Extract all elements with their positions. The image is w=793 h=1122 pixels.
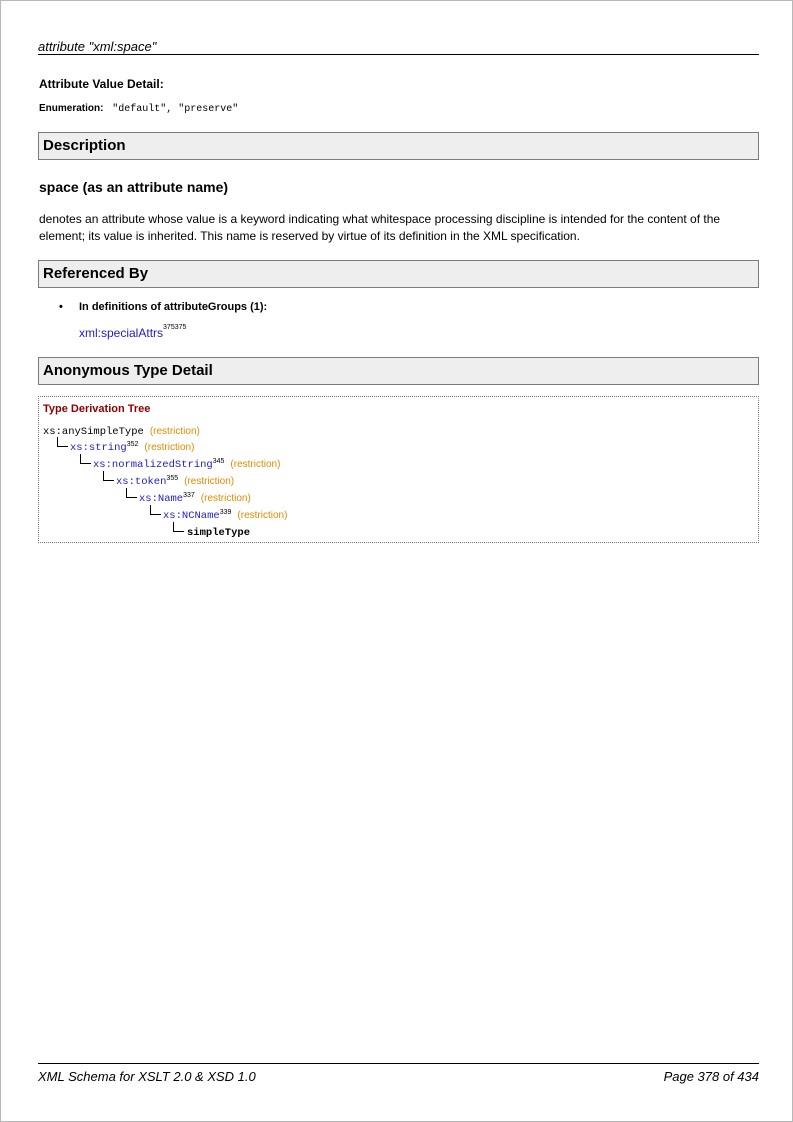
tree-node-link[interactable]: xs:string — [70, 442, 127, 454]
tree-connector-icon — [150, 505, 161, 515]
tree-connector-icon — [80, 454, 91, 464]
footer-page-number: Page 378 of 434 — [663, 1069, 759, 1084]
tree-node-derivation: (restriction) — [230, 459, 281, 470]
tree-node-derivation: (restriction) — [237, 510, 288, 521]
tree-node-name: xs:anySimpleType — [43, 426, 144, 438]
description-text: denotes an attribute whose value is a keyword indicating what whitespace processing discipline is intended for the content of the element; its value is inherited. This name is reserved by virtue of its definition in the XML specification. — [39, 212, 721, 243]
section-description: Description — [38, 132, 759, 160]
enumeration-values: "default", "preserve" — [112, 104, 239, 115]
tree-node-page-ref: 339 — [219, 509, 232, 516]
tree-node-derivation: (restriction) — [200, 493, 251, 504]
tree-node-link[interactable]: xs:Name — [139, 493, 184, 505]
tree-node-derivation: (restriction) — [144, 442, 195, 453]
tree-connector-icon — [173, 522, 184, 532]
tree-node-page-ref: 337 — [183, 492, 195, 499]
special-attrs-link-text[interactable]: xml:specialAttrs — [79, 326, 164, 340]
tree-node-leaf: simpleType — [187, 527, 251, 539]
tree-connector-icon — [57, 437, 68, 447]
section-referenced-by: Referenced By — [38, 260, 759, 288]
tree-node — [93, 456, 280, 472]
referenced-by-item — [59, 301, 267, 313]
tree-node — [70, 439, 194, 455]
type-derivation-tree-box — [38, 396, 759, 543]
enumeration-row — [39, 103, 238, 115]
referenced-by-label: In definitions of attributeGroups (1): — [79, 301, 268, 313]
tree-node — [187, 524, 250, 540]
section-anonymous-type-detail: Anonymous Type Detail — [38, 357, 759, 385]
tree-node-page-ref: 345 — [212, 458, 225, 465]
description-subtitle: space (as an attribute name) — [39, 179, 229, 195]
tree-node-link[interactable]: xs:token — [116, 476, 167, 488]
tree-node — [163, 507, 287, 523]
tree-connector-icon — [126, 488, 137, 498]
tree-node — [116, 473, 234, 489]
tree-node-derivation: (restriction) — [184, 476, 235, 487]
tree-node-link[interactable]: xs:NCName — [163, 510, 220, 522]
tree-connector-icon — [103, 471, 114, 481]
tree-node-link[interactable]: xs:normalizedString — [93, 459, 213, 471]
special-attrs-page-ref: 375375 — [163, 324, 187, 331]
enumeration-label: Enumeration: — [39, 103, 104, 114]
special-attrs-link[interactable] — [79, 326, 186, 340]
page-header: attribute "xml:space" — [38, 39, 759, 55]
tree-node-page-ref: 352 — [126, 441, 139, 448]
footer-left: XML Schema for XSLT 2.0 & XSD 1.0 — [38, 1069, 256, 1084]
tree-node-page-ref: 355 — [166, 475, 179, 482]
type-derivation-tree-title: Type Derivation Tree — [43, 403, 151, 415]
tree-node-derivation: (restriction) — [149, 426, 200, 437]
page-footer — [38, 1063, 759, 1086]
bullet-icon: • — [59, 301, 63, 313]
attribute-value-detail-heading: Attribute Value Detail: — [39, 77, 164, 91]
tree-node — [139, 490, 251, 506]
